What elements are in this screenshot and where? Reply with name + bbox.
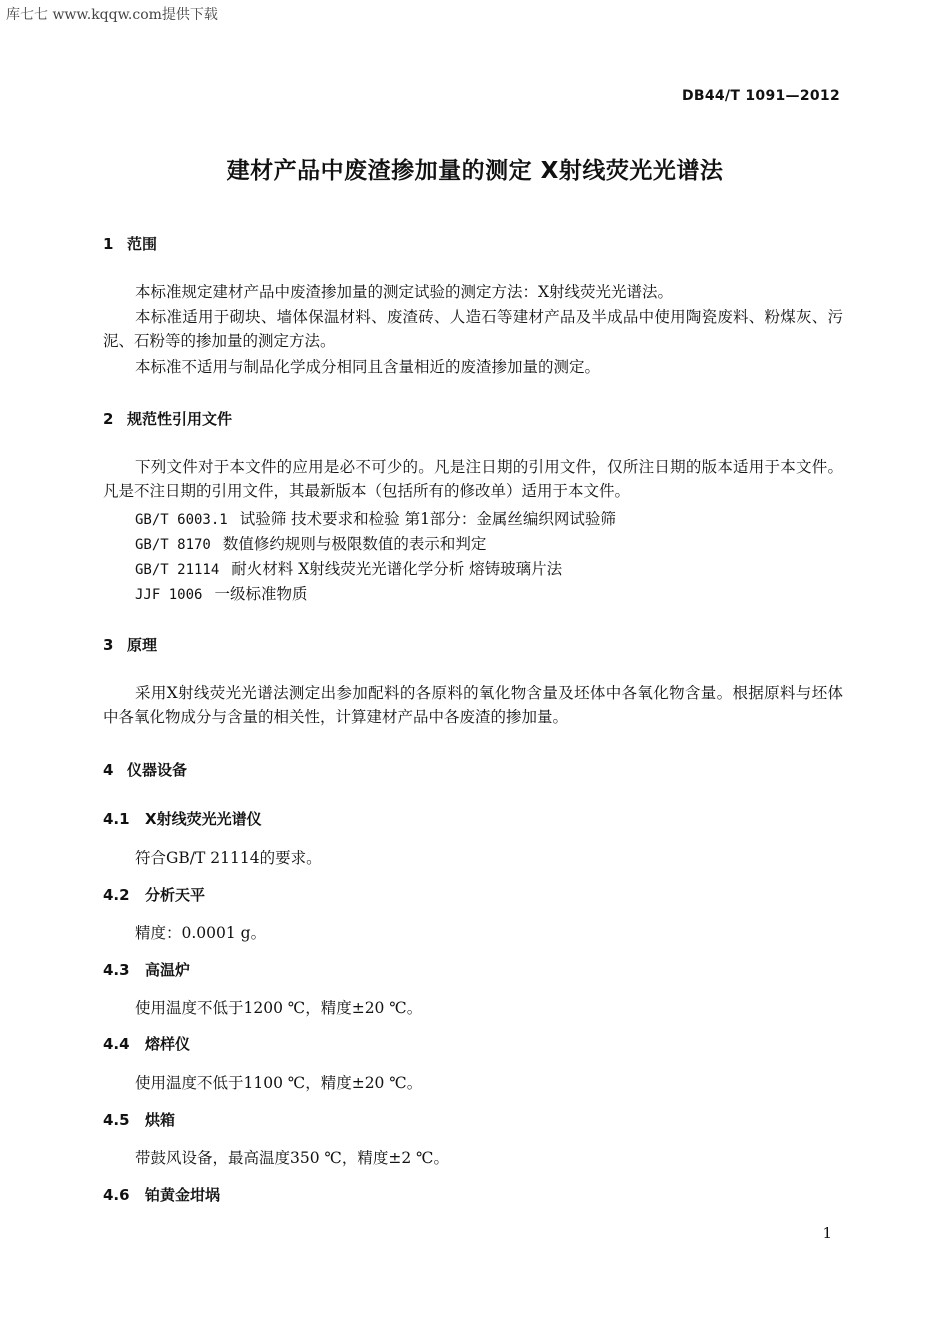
subsection-4-1-text: 符合GB/T 21114的要求。 — [135, 849, 322, 867]
section-3-paragraph: 采用X射线荧光光谱法测定出参加配料的各原料的氧化物含量及坯体中各氧化物含量。根据原料与坯体中各氧化物成分与含量的相关性，计算建材产品中各废渣的掺加量。 — [103, 684, 843, 726]
subsection-4-3-text: 使用温度不低于1200 ℃，精度±20 ℃。 — [135, 999, 423, 1017]
subsection-4-5-text: 带鼓风设备，最高温度350 ℃，精度±2 ℃。 — [135, 1149, 449, 1167]
reference-title: 耐火材料 X射线荧光光谱化学分析 熔铸玻璃片法 — [231, 560, 563, 578]
subsection-title: X射线荧光光谱仪 — [145, 810, 262, 828]
page-number: 1 — [822, 1224, 832, 1242]
section-2-intro: 下列文件对于本文件的应用是必不可少的。凡是注日期的引用文件，仅所注日期的版本适用于本文件。凡是不注日期的引用文件，其最新版本（包括所有的修改单）适用于本文件。 — [103, 458, 843, 500]
subsection-number: 4.6 — [103, 1186, 130, 1204]
section-2-number: 2 — [103, 410, 114, 428]
watermark-text: 库七七 www.kqqw.com提供下载 — [6, 7, 218, 23]
reference-code: GB/T 6003.1 — [135, 512, 228, 528]
section-2-heading — [103, 408, 232, 429]
subsection-4-1-heading — [103, 808, 262, 829]
reference-item — [135, 532, 486, 554]
section-2-title: 规范性引用文件 — [127, 410, 233, 428]
subsection-4-4-text: 使用温度不低于1100 ℃，精度±20 ℃。 — [135, 1074, 423, 1092]
reference-title: 一级标准物质 — [214, 585, 308, 603]
section-4-title: 仪器设备 — [127, 761, 188, 779]
reference-item — [135, 582, 307, 604]
reference-title: 数值修约规则与极限数值的表示和判定 — [222, 535, 487, 553]
reference-title: 试验筛 技术要求和检验 第1部分：金属丝编织网试验筛 — [239, 510, 616, 528]
subsection-4-3-heading — [103, 959, 190, 980]
subsection-title: 熔样仪 — [145, 1035, 191, 1053]
subsection-number: 4.2 — [103, 886, 130, 904]
section-4-heading — [103, 759, 187, 780]
subsection-number: 4.3 — [103, 961, 130, 979]
reference-item — [135, 507, 616, 529]
reference-item — [135, 557, 562, 579]
subsection-number: 4.4 — [103, 1035, 130, 1053]
subsection-4-2-heading — [103, 884, 205, 905]
document-title: 建材产品中废渣掺加量的测定 X射线荧光光谱法 — [226, 158, 724, 184]
subsection-4-4-heading — [103, 1033, 190, 1054]
section-3-number: 3 — [103, 636, 114, 654]
subsection-number: 4.1 — [103, 810, 130, 828]
section-4-number: 4 — [103, 761, 114, 779]
reference-code: GB/T 21114 — [135, 562, 220, 578]
standard-code: DB44/T 1091—2012 — [681, 88, 840, 104]
section-3-heading — [103, 634, 157, 655]
subsection-title: 高温炉 — [145, 961, 191, 979]
subsection-4-2-text: 精度：0.0001 g。 — [135, 924, 267, 942]
section-1-title: 范围 — [127, 235, 158, 253]
subsection-number: 4.5 — [103, 1111, 130, 1129]
reference-code: JJF 1006 — [135, 587, 203, 603]
subsection-4-5-heading — [103, 1109, 175, 1130]
subsection-title: 分析天平 — [145, 886, 206, 904]
section-1-paragraph-1: 本标准规定建材产品中废渣掺加量的测定试验的测定方法：X射线荧光光谱法。 — [135, 283, 674, 301]
section-1-paragraph-2: 本标准适用于砌块、墙体保温材料、废渣砖、人造石等建材产品及半成品中使用陶瓷废料、粉煤灰、污泥、石粉等的掺加量的测定方法。 — [103, 308, 843, 350]
subsection-title: 烘箱 — [145, 1111, 176, 1129]
section-3-title: 原理 — [127, 636, 158, 654]
section-1-paragraph-3: 本标准不适用与制品化学成分相同且含量相近的废渣掺加量的测定。 — [135, 358, 601, 376]
reference-code: GB/T 8170 — [135, 537, 211, 553]
section-1-heading — [103, 233, 157, 254]
section-1-number: 1 — [103, 235, 114, 253]
subsection-title: 铂黄金坩埚 — [145, 1186, 221, 1204]
subsection-4-6-heading — [103, 1184, 220, 1205]
